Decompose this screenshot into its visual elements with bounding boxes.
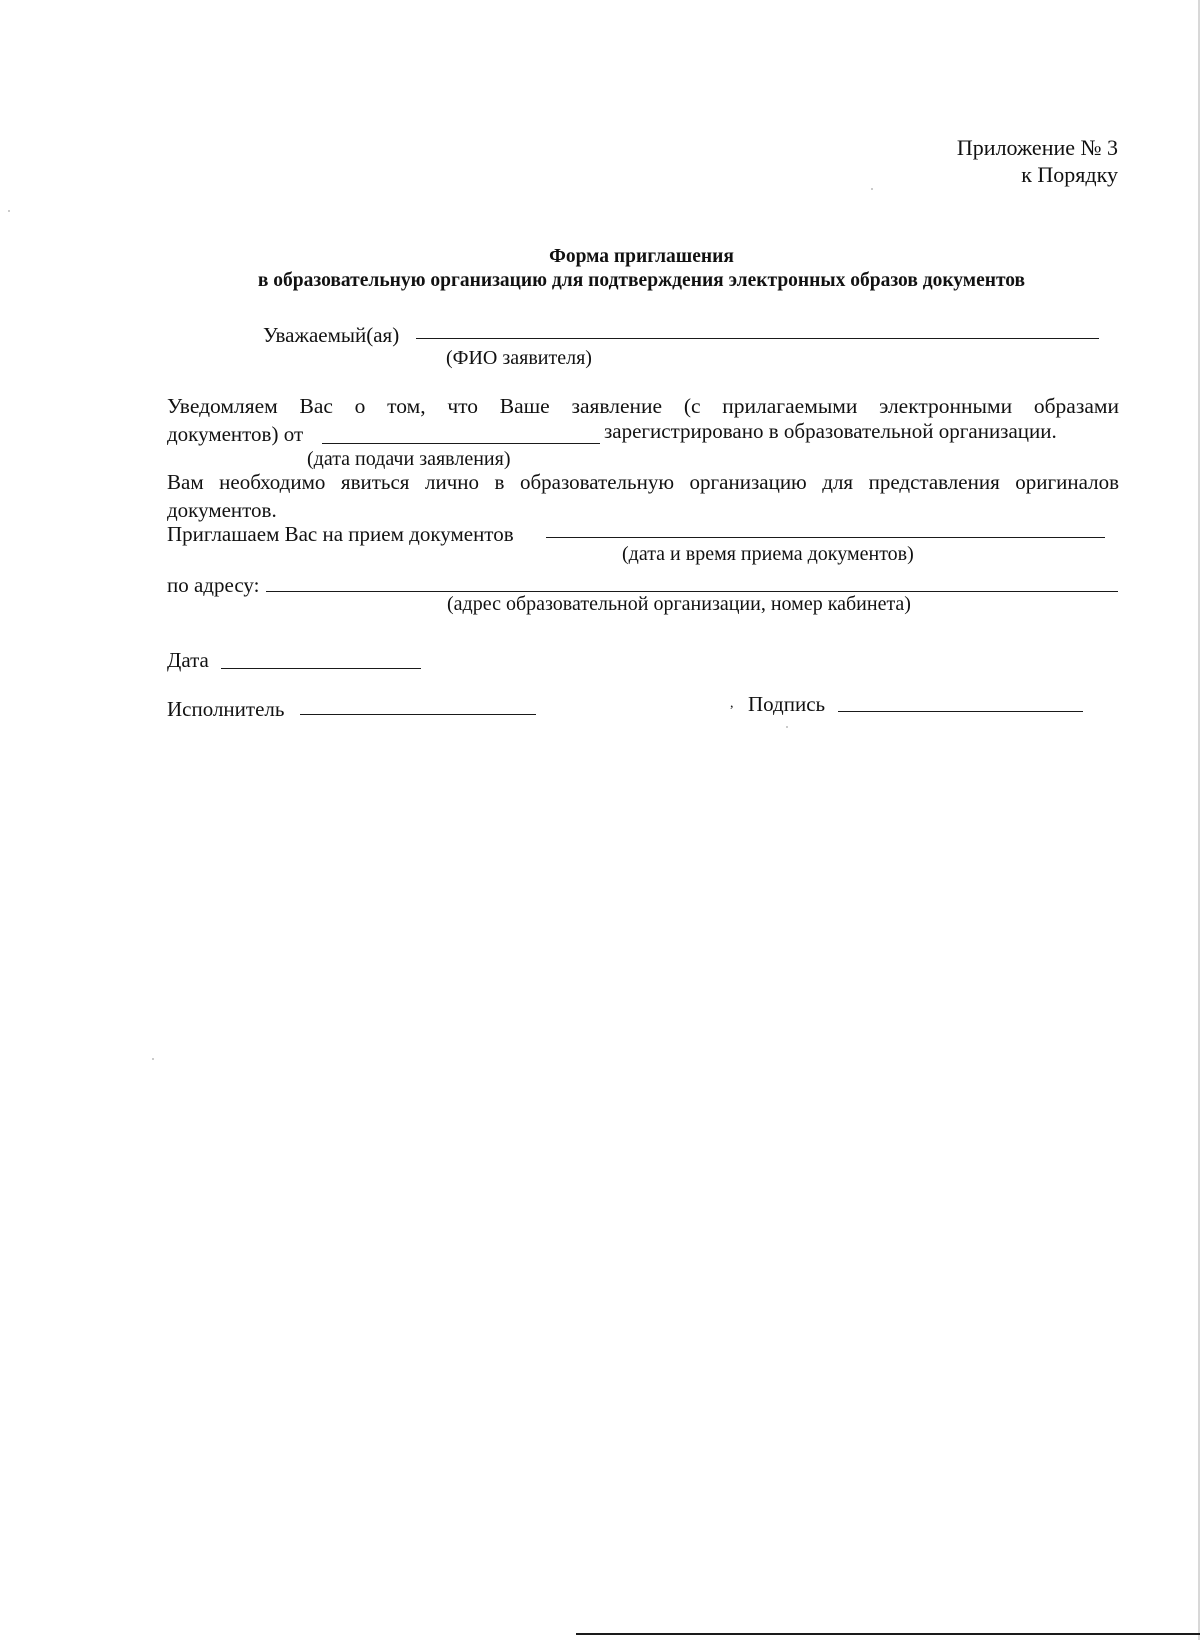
date-field[interactable] [221, 668, 421, 669]
scan-speck [152, 1058, 154, 1060]
instruction-line-1: Вам необходимо явиться лично в образовательную организацию для представления оригиналов [167, 470, 1119, 494]
application-date-field[interactable] [322, 443, 600, 444]
bottom-scan-line [576, 1633, 1200, 1635]
application-date-caption: (дата подачи заявления) [307, 448, 511, 470]
address-label: по адресу: [167, 573, 260, 597]
form-subtitle: в образовательную организацию для подтверждения электронных образов документов [257, 270, 1026, 291]
applicant-name-caption: (ФИО заявителя) [446, 347, 592, 369]
scan-speck [786, 726, 788, 728]
signature-label: Подпись [748, 692, 826, 716]
appendix-number: Приложение № 3 [956, 135, 1118, 160]
date-label: Дата [167, 648, 209, 672]
scan-speck [871, 188, 873, 190]
notice-line-2-suffix: зарегистрировано в образовательной организации. [604, 419, 1057, 443]
signature-field[interactable] [838, 711, 1083, 712]
address-caption: (адрес образовательной организации, номер кабинета) [447, 593, 911, 615]
notice-line-1: Уведомляем Вас о том, что Ваше заявление (с прилагаемыми электронными образами [167, 394, 1119, 418]
address-field[interactable] [266, 591, 1118, 592]
form-title: Форма приглашения [549, 246, 734, 267]
appendix-reference: к Порядку [1021, 162, 1118, 187]
invite-label: Приглашаем Вас на прием документов [167, 522, 514, 546]
reception-datetime-field[interactable] [546, 537, 1105, 538]
scan-speck [8, 210, 10, 212]
salutation-label: Уважаемый(ая) [263, 323, 400, 347]
instruction-line-2: документов. [167, 498, 277, 522]
notice-line-2-prefix: документов) от [167, 422, 304, 446]
executor-field[interactable] [300, 714, 536, 715]
executor-label: Исполнитель [167, 697, 285, 721]
applicant-name-field[interactable] [416, 338, 1099, 339]
reception-datetime-caption: (дата и время приема документов) [622, 543, 914, 565]
signature-mark: , [730, 696, 734, 711]
